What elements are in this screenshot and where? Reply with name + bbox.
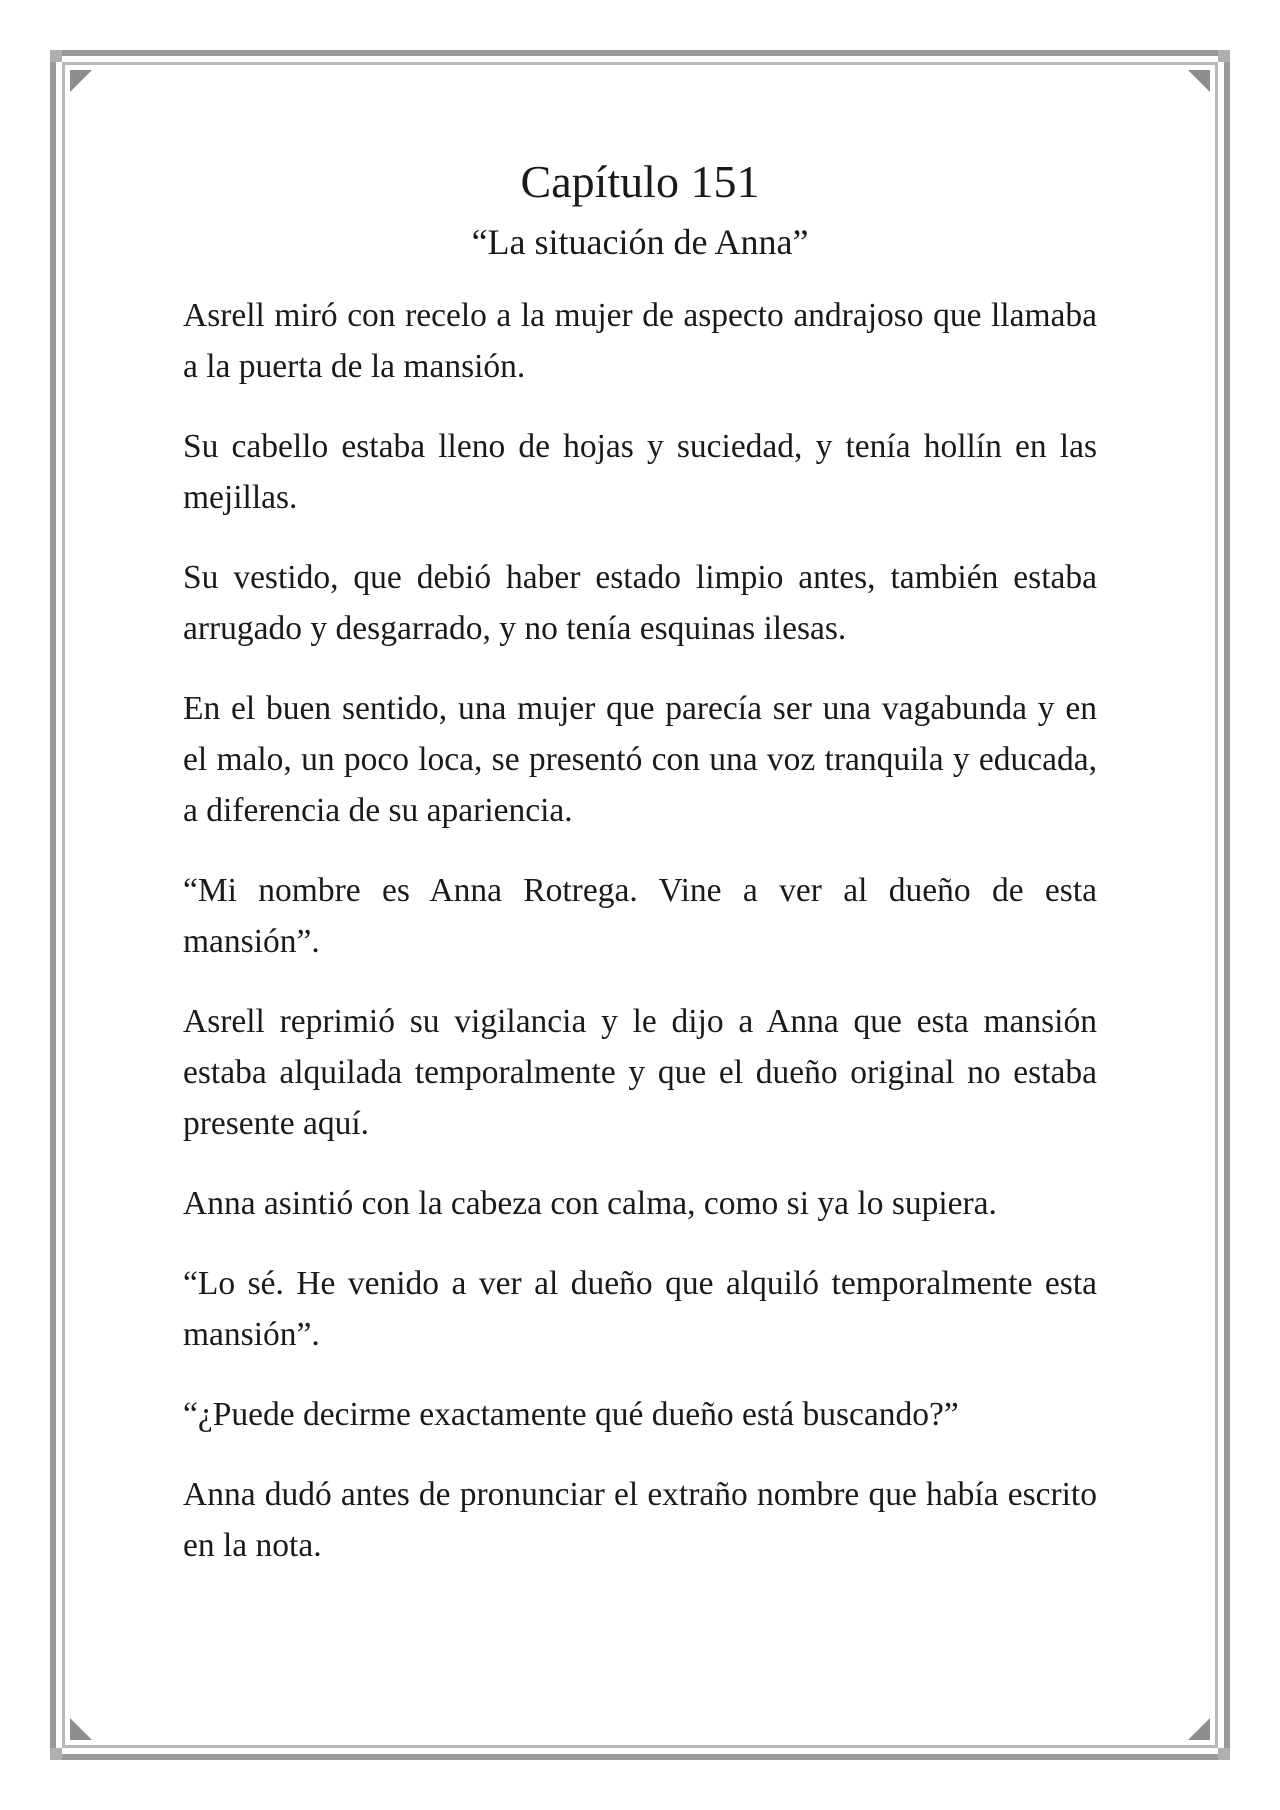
corner-knob-top-right xyxy=(1218,50,1230,62)
corner-triangle-icon-top-left xyxy=(70,70,92,92)
corner-triangle-icon-top-right xyxy=(1188,70,1210,92)
corner-triangle-icon-bottom-right xyxy=(1188,1718,1210,1740)
paragraph: Anna asintió con la cabeza con calma, como si ya lo supiera. xyxy=(183,1185,997,1222)
corner-knob-bottom-left xyxy=(50,1748,62,1760)
chapter-title: Capítulo 151 xyxy=(520,156,760,207)
paragraph: Anna dudó antes de pronunciar el extraño nombre que había escrito en la nota. xyxy=(183,1476,1097,1564)
paragraph: En el buen sentido, una mujer que parecía ser una vagabunda y en el malo, un poco loca, se presentó con una voz tranquila y educada, a diferencia de su apariencia. xyxy=(183,690,1097,829)
corner-knob-top-left xyxy=(50,50,62,62)
paragraph: “Lo sé. He venido a ver al dueño que alquiló temporalmente esta mansión”. xyxy=(183,1265,1097,1353)
paragraph: Su cabello estaba lleno de hojas y suciedad, y tenía hollín en las mejillas. xyxy=(183,428,1097,516)
corner-knob-bottom-right xyxy=(1218,1748,1230,1760)
chapter-content xyxy=(183,150,1097,1600)
paragraph: “Mi nombre es Anna Rotrega. Vine a ver al dueño de esta mansión”. xyxy=(183,872,1097,960)
corner-triangle-icon-bottom-left xyxy=(70,1718,92,1740)
paragraph: “¿Puede decirme exactamente qué dueño está buscando?” xyxy=(183,1396,959,1433)
paragraph: Su vestido, que debió haber estado limpio antes, también estaba arrugado y desgarrado, y no tenía esquinas ilesas. xyxy=(183,559,1097,647)
paragraph: Asrell reprimió su vigilancia y le dijo a Anna que esta mansión estaba alquilada temporalmente y que el dueño original no estaba presente aquí. xyxy=(183,1003,1097,1142)
chapter-subtitle: “La situación de Anna” xyxy=(471,222,809,262)
paragraph: Asrell miró con recelo a la mujer de aspecto andrajoso que llamaba a la puerta de la mansión. xyxy=(183,297,1097,385)
